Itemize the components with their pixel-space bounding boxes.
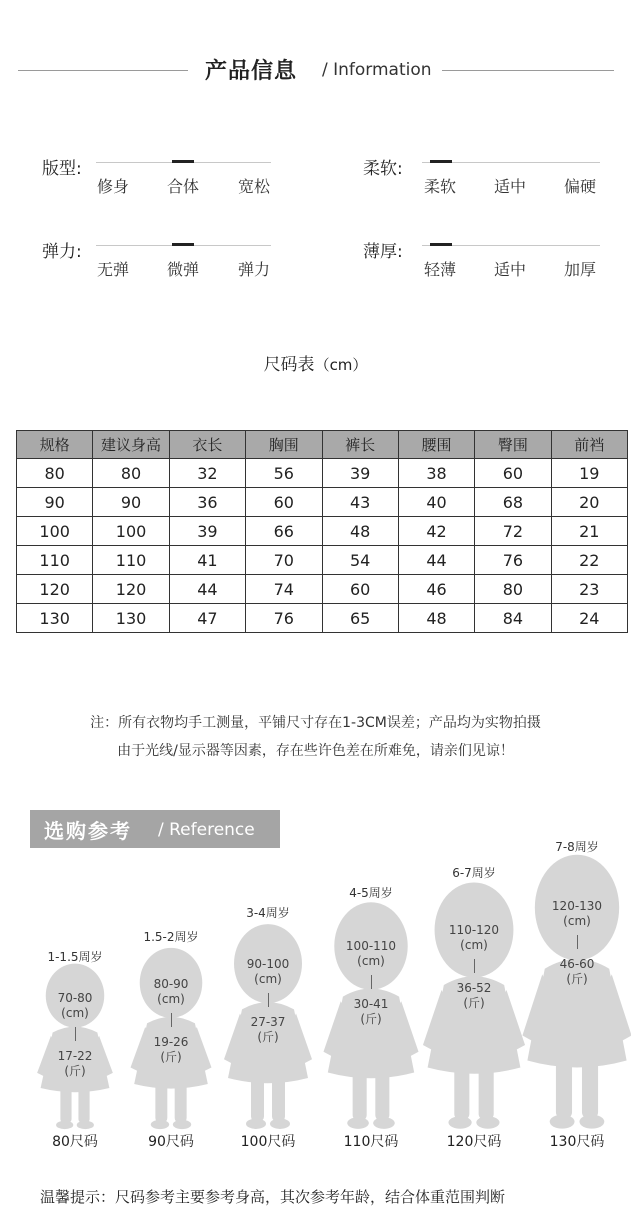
table-row bbox=[17, 546, 628, 575]
size-table bbox=[16, 430, 628, 633]
attr-thickness-option: 轻薄 bbox=[424, 260, 457, 279]
figure-weight-unit: (斤) bbox=[160, 1050, 182, 1065]
figure-height-unit: (cm) bbox=[460, 937, 488, 952]
child-figure bbox=[218, 922, 318, 1130]
figure-weight-range: 17-22 bbox=[57, 1048, 93, 1063]
attr-stretch-option: 微弹 bbox=[167, 260, 200, 279]
table-cell: 100 bbox=[93, 517, 169, 546]
attr-softness-option: 适中 bbox=[494, 177, 527, 196]
figure-divider bbox=[371, 975, 372, 989]
size-chart-unit: （cm） bbox=[314, 356, 368, 374]
table-cell: 90 bbox=[17, 488, 93, 517]
page-title: 产品信息 bbox=[205, 59, 298, 84]
figure-weight-range: 46-60 bbox=[559, 957, 595, 972]
table-cell: 21 bbox=[551, 517, 627, 546]
figure-height-unit: (cm) bbox=[157, 992, 185, 1007]
table-cell: 90 bbox=[93, 488, 169, 517]
table-cell: 39 bbox=[322, 459, 398, 488]
table-cell: 23 bbox=[551, 575, 627, 604]
figure-weight-range: 30-41 bbox=[353, 997, 389, 1012]
table-row bbox=[17, 604, 628, 633]
table-cell: 65 bbox=[322, 604, 398, 633]
table-row bbox=[17, 575, 628, 604]
table-cell: 130 bbox=[17, 604, 93, 633]
table-cell: 76 bbox=[475, 546, 551, 575]
attr-thickness-option: 适中 bbox=[494, 260, 527, 279]
figure-weight-unit: (斤) bbox=[360, 1012, 382, 1027]
table-cell: 48 bbox=[322, 517, 398, 546]
figure-size-code: 80尺码 bbox=[52, 1134, 98, 1150]
table-cell: 42 bbox=[398, 517, 474, 546]
figure-size-code: 100尺码 bbox=[240, 1134, 296, 1150]
size-chart-title bbox=[0, 350, 631, 375]
attr-fit-option: 修身 bbox=[97, 177, 130, 196]
attr-fit-option: 宽松 bbox=[238, 177, 271, 196]
table-cell: 110 bbox=[17, 546, 93, 575]
table-cell: 80 bbox=[475, 575, 551, 604]
table-header-cell: 裤长 bbox=[322, 431, 398, 459]
table-cell: 72 bbox=[475, 517, 551, 546]
note-line-1: 注：所有衣物均手工测量，平铺尺寸存在1-3CM误差；产品均为实物拍摄 bbox=[90, 715, 541, 731]
header-divider-right bbox=[442, 70, 614, 71]
child-figure bbox=[32, 962, 118, 1130]
figure-divider bbox=[75, 1027, 76, 1041]
header-divider-left bbox=[18, 70, 188, 71]
figure-weight-range: 27-37 bbox=[250, 1015, 286, 1030]
attr-stretch-option: 弹力 bbox=[238, 260, 271, 279]
table-cell: 76 bbox=[246, 604, 322, 633]
table-row bbox=[17, 517, 628, 546]
table-cell: 19 bbox=[551, 459, 627, 488]
figure-height-range: 80-90 bbox=[153, 977, 189, 992]
figure-divider bbox=[171, 1013, 172, 1027]
table-cell: 130 bbox=[93, 604, 169, 633]
table-cell: 66 bbox=[246, 517, 322, 546]
figure-age-label: 7-8周岁 bbox=[555, 840, 599, 854]
table-cell: 100 bbox=[17, 517, 93, 546]
table-cell: 84 bbox=[475, 604, 551, 633]
table-cell: 120 bbox=[17, 575, 93, 604]
figure-weight-unit: (斤) bbox=[463, 995, 485, 1010]
table-cell: 70 bbox=[246, 546, 322, 575]
attr-fit-option: 合体 bbox=[167, 177, 200, 196]
table-header-cell: 建议身高 bbox=[93, 431, 169, 459]
table-cell: 41 bbox=[169, 546, 245, 575]
figure-divider bbox=[268, 993, 269, 1007]
table-header-cell: 前裆 bbox=[551, 431, 627, 459]
table-cell: 54 bbox=[322, 546, 398, 575]
page-subtitle: / Information bbox=[322, 60, 432, 80]
table-cell: 60 bbox=[475, 459, 551, 488]
attr-fit-marker bbox=[172, 160, 194, 163]
table-cell: 39 bbox=[169, 517, 245, 546]
table-header-cell: 衣长 bbox=[169, 431, 245, 459]
table-cell: 48 bbox=[398, 604, 474, 633]
child-figure bbox=[125, 946, 217, 1130]
table-cell: 44 bbox=[398, 546, 474, 575]
figure-height-range: 110-120 bbox=[448, 922, 500, 937]
child-figure bbox=[317, 900, 425, 1130]
reference-banner bbox=[30, 810, 280, 848]
attr-softness-label: 柔软: bbox=[363, 159, 403, 179]
figure-weight-range: 36-52 bbox=[456, 980, 492, 995]
table-cell: 80 bbox=[17, 459, 93, 488]
reference-subtitle: / Reference bbox=[158, 820, 255, 840]
table-cell: 43 bbox=[322, 488, 398, 517]
figure-age-label: 1.5-2周岁 bbox=[143, 930, 199, 944]
table-cell: 20 bbox=[551, 488, 627, 517]
figure-height-range: 90-100 bbox=[246, 957, 290, 972]
table-cell: 68 bbox=[475, 488, 551, 517]
figure-divider bbox=[577, 935, 578, 949]
table-cell: 56 bbox=[246, 459, 322, 488]
attr-fit-label: 版型: bbox=[42, 159, 82, 179]
figure-size-code: 90尺码 bbox=[148, 1134, 194, 1150]
attr-thickness-marker bbox=[430, 243, 452, 246]
figure-height-range: 100-110 bbox=[345, 939, 397, 954]
table-cell: 74 bbox=[246, 575, 322, 604]
figure-size-code: 130尺码 bbox=[549, 1134, 605, 1150]
figure-age-label: 6-7周岁 bbox=[452, 866, 496, 880]
figure-height-unit: (cm) bbox=[254, 972, 282, 987]
table-cell: 80 bbox=[93, 459, 169, 488]
figure-height-unit: (cm) bbox=[61, 1005, 89, 1020]
figure-size-code: 120尺码 bbox=[446, 1134, 502, 1150]
table-cell: 110 bbox=[93, 546, 169, 575]
table-header-cell: 臀围 bbox=[475, 431, 551, 459]
table-cell: 32 bbox=[169, 459, 245, 488]
table-cell: 22 bbox=[551, 546, 627, 575]
child-figure bbox=[515, 852, 631, 1130]
figure-age-label: 3-4周岁 bbox=[246, 906, 290, 920]
note-line-2: 由于光线/显示器等因素，存在些许色差在所难免，请亲们见谅！ bbox=[117, 743, 514, 759]
table-cell: 60 bbox=[322, 575, 398, 604]
table-cell: 47 bbox=[169, 604, 245, 633]
table-row bbox=[17, 459, 628, 488]
table-cell: 40 bbox=[398, 488, 474, 517]
attr-thickness-option: 加厚 bbox=[564, 260, 597, 279]
attr-softness-marker bbox=[430, 160, 452, 163]
table-cell: 24 bbox=[551, 604, 627, 633]
attr-thickness-label: 薄厚: bbox=[363, 242, 403, 262]
table-header-cell: 腰围 bbox=[398, 431, 474, 459]
figure-height-range: 120-130 bbox=[551, 899, 603, 914]
attr-stretch-option: 无弹 bbox=[97, 260, 130, 279]
figure-weight-unit: (斤) bbox=[566, 972, 588, 987]
figure-weight-unit: (斤) bbox=[64, 1063, 86, 1078]
table-cell: 120 bbox=[93, 575, 169, 604]
figure-divider bbox=[474, 959, 475, 973]
table-cell: 38 bbox=[398, 459, 474, 488]
figure-height-unit: (cm) bbox=[357, 954, 385, 969]
attr-stretch-marker bbox=[172, 243, 194, 246]
table-row bbox=[17, 488, 628, 517]
table-cell: 36 bbox=[169, 488, 245, 517]
attr-softness-option: 偏硬 bbox=[564, 177, 597, 196]
table-header-cell: 胸围 bbox=[246, 431, 322, 459]
size-table-header bbox=[17, 431, 628, 459]
figure-size-code: 110尺码 bbox=[343, 1134, 399, 1150]
figure-age-label: 1-1.5周岁 bbox=[47, 950, 103, 964]
attr-stretch-label: 弹力: bbox=[42, 242, 82, 262]
table-cell: 60 bbox=[246, 488, 322, 517]
figure-height-unit: (cm) bbox=[563, 914, 591, 929]
child-silhouette-icon bbox=[515, 852, 631, 1130]
figure-height-range: 70-80 bbox=[57, 990, 93, 1005]
table-cell: 44 bbox=[169, 575, 245, 604]
table-cell: 46 bbox=[398, 575, 474, 604]
attr-softness-option: 柔软 bbox=[424, 177, 457, 196]
table-header-cell: 规格 bbox=[17, 431, 93, 459]
figure-weight-unit: (斤) bbox=[257, 1030, 279, 1045]
size-tip: 温馨提示：尺码参考主要参考身高，其次参考年龄，结合体重范围判断 bbox=[40, 1188, 506, 1206]
figure-weight-range: 19-26 bbox=[153, 1035, 189, 1050]
figure-age-label: 4-5周岁 bbox=[349, 886, 393, 900]
child-silhouette-icon bbox=[32, 962, 118, 1130]
reference-title: 选购参考 bbox=[44, 819, 132, 843]
size-chart-title-text: 尺码表 bbox=[263, 355, 315, 375]
